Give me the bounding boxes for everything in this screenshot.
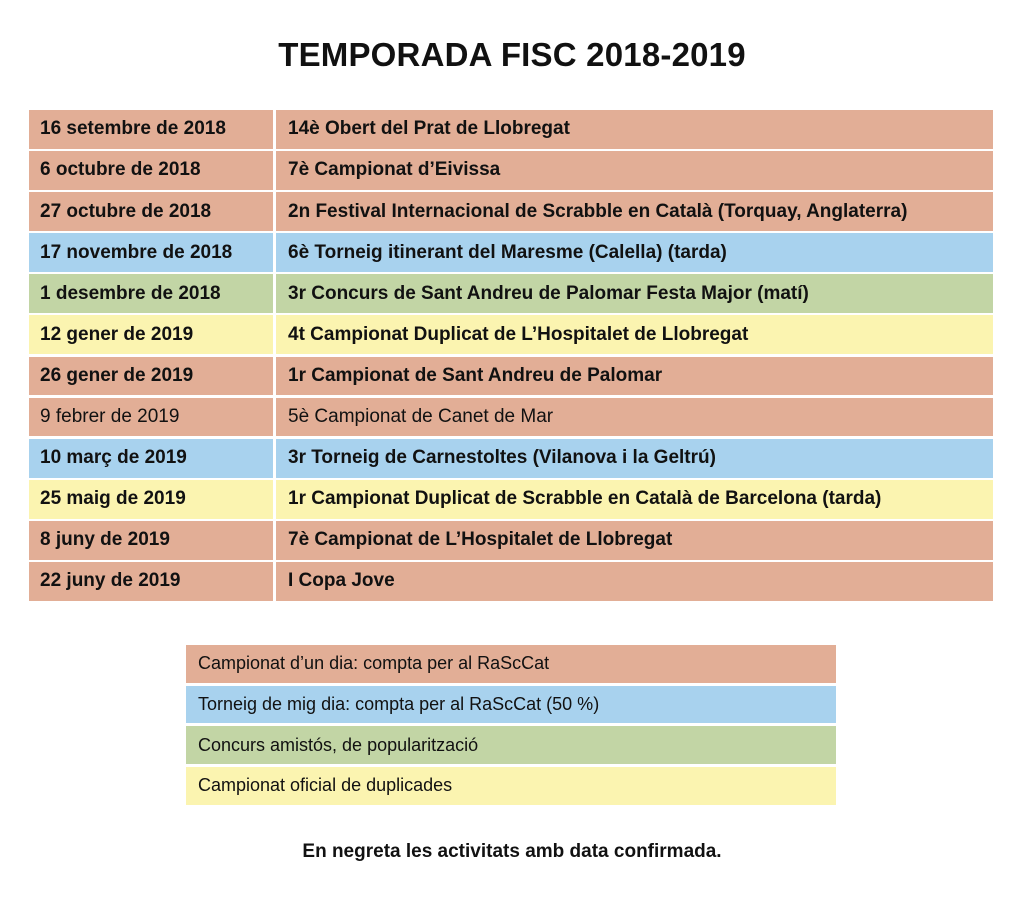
event-date: 25 maig de 2019: [29, 480, 273, 519]
event-name: 1r Campionat de Sant Andreu de Palomar: [276, 357, 993, 396]
legend-item-torneig-mig-dia: Torneig de mig dia: compta per al RaScCat (50 %): [186, 686, 836, 724]
event-name: 14è Obert del Prat de Llobregat: [276, 110, 993, 149]
page-title: TEMPORADA FISC 2018-2019: [278, 36, 746, 73]
table-row: [29, 274, 993, 313]
event-name: 5è Campionat de Canet de Mar: [276, 398, 993, 437]
legend-item-campionat-duplicades: Campionat oficial de duplicades: [186, 767, 836, 805]
event-name: 6è Torneig itinerant del Maresme (Calella) (tarda): [276, 233, 993, 272]
event-name: 7è Campionat d’Eivissa: [276, 151, 993, 190]
footnote: En negreta les activitats amb data confirmada.: [302, 841, 722, 862]
legend-item-campionat-un-dia: Campionat d’un dia: compta per al RaScCat: [186, 645, 836, 683]
event-date: 26 gener de 2019: [29, 357, 273, 396]
table-row: [29, 521, 993, 560]
table-row: [29, 192, 993, 231]
event-date: 27 octubre de 2018: [29, 192, 273, 231]
event-date: 10 març de 2019: [29, 439, 273, 478]
schedule-table: [29, 110, 993, 603]
event-name: 7è Campionat de L’Hospitalet de Llobregat: [276, 521, 993, 560]
event-name: I Copa Jove: [276, 562, 993, 601]
event-date: 6 octubre de 2018: [29, 151, 273, 190]
event-name: 4t Campionat Duplicat de L’Hospitalet de Llobregat: [276, 315, 993, 354]
event-name: 3r Concurs de Sant Andreu de Palomar Festa Major (matí): [276, 274, 993, 313]
table-row: [29, 110, 993, 149]
table-row: [29, 480, 993, 519]
event-date: 9 febrer de 2019: [29, 398, 273, 437]
event-name: 1r Campionat Duplicat de Scrabble en Català de Barcelona (tarda): [276, 480, 993, 519]
table-row: [29, 315, 993, 354]
event-date: 17 novembre de 2018: [29, 233, 273, 272]
table-row: [29, 233, 993, 272]
event-date: 8 juny de 2019: [29, 521, 273, 560]
table-row: [29, 151, 993, 190]
table-row: [29, 398, 993, 437]
table-row: [29, 562, 993, 601]
event-date: 22 juny de 2019: [29, 562, 273, 601]
table-row: [29, 439, 993, 478]
event-date: 12 gener de 2019: [29, 315, 273, 354]
event-name: 2n Festival Internacional de Scrabble en Català (Torquay, Anglaterra): [276, 192, 993, 231]
event-date: 1 desembre de 2018: [29, 274, 273, 313]
legend-item-concurs-amistos: Concurs amistós, de popularització: [186, 726, 836, 764]
table-row: [29, 357, 993, 396]
event-date: 16 setembre de 2018: [29, 110, 273, 149]
category-legend: [186, 645, 836, 808]
event-name: 3r Torneig de Carnestoltes (Vilanova i la Geltrú): [276, 439, 993, 478]
